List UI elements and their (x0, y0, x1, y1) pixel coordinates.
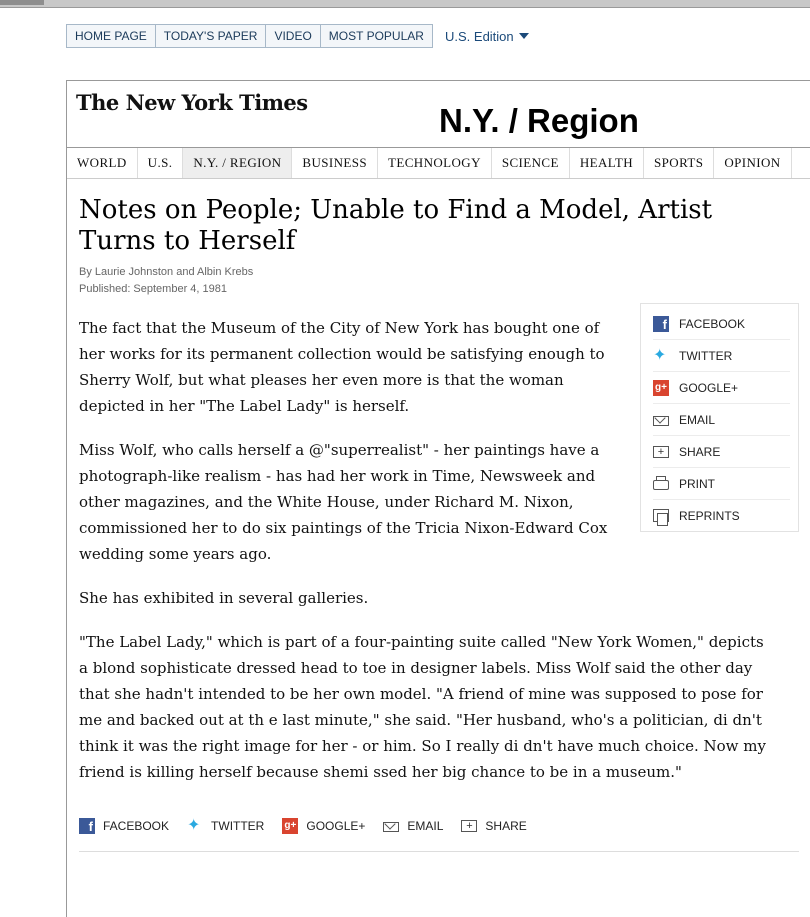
section-tab-opinion[interactable]: OPINION (714, 148, 791, 178)
article-published-date: Published: September 4, 1981 (79, 283, 227, 295)
paragraph-line: Miss Wolf, who calls herself a @"superrealist" - her paintings have a (79, 441, 600, 459)
paragraph-line: a blond sophisticate dressed head to toe in designer labels. Miss Wolf said the other day (79, 659, 753, 677)
share-label: FACEBOOK (103, 819, 170, 833)
share-tools-sidebar (640, 303, 799, 532)
paragraph-line: commissioned her to do six paintings of the Tricia Nixon-Edward Cox (79, 519, 608, 537)
nav-todays-paper[interactable]: TODAY'S PAPER (155, 24, 266, 48)
facebook-icon: f (653, 316, 669, 332)
paragraph-line: wedding some years ago. (79, 545, 272, 563)
article-paragraph (79, 437, 607, 567)
chevron-down-icon (519, 33, 529, 39)
email-icon (653, 416, 669, 426)
share-email[interactable] (383, 819, 443, 833)
nav-most-popular[interactable]: MOST POPULAR (320, 24, 433, 48)
nav-home-page[interactable]: HOME PAGE (66, 24, 155, 48)
article-paragraph (79, 629, 766, 785)
share-more[interactable] (653, 436, 790, 468)
twitter-icon: ✦ (187, 817, 201, 834)
share-label: TWITTER (211, 819, 265, 833)
google-plus-icon: g+ (282, 818, 298, 834)
share-twitter[interactable] (653, 340, 790, 372)
paragraph-line: photograph-like realism - has had her work in Time, Newsweek and (79, 467, 596, 485)
share-more[interactable] (461, 819, 526, 833)
paragraph-line: other magazines, and the White House, under Richard M. Nixon, (79, 493, 574, 511)
section-tab-ny-region[interactable]: N.Y. / REGION (183, 148, 292, 178)
share-label: FACEBOOK (679, 316, 746, 331)
share-print[interactable] (653, 468, 790, 500)
article-byline: By Laurie Johnston and Albin Krebs (79, 266, 254, 278)
google-plus-icon: g+ (653, 380, 669, 396)
browser-tab[interactable] (0, 0, 44, 5)
share-tools-bottom (79, 818, 545, 834)
share-label: SHARE (679, 444, 721, 459)
article-headline: Notes on People; Unable to Find a Model, Artist Turns to Herself (79, 195, 713, 256)
section-tab-sports[interactable]: SPORTS (644, 148, 714, 178)
paragraph-line: me and backed out at th e last minute," she said. "Her husband, who's a politician, di dn't (79, 711, 762, 729)
paragraph-line: Sherry Wolf, but what pleases her even more is that the woman (79, 371, 564, 389)
section-tab-science[interactable]: SCIENCE (492, 148, 570, 178)
twitter-icon: ✦ (653, 346, 667, 364)
section-title: N.Y. / Region (439, 102, 639, 139)
paragraph-line: The fact that the Museum of the City of New York has bought one of (79, 319, 600, 337)
share-label: REPRINTS (679, 508, 740, 523)
share-plus-icon: + (461, 820, 477, 832)
section-tab-world[interactable]: WORLD (67, 148, 138, 178)
share-plus-icon: + (653, 446, 669, 458)
share-label: PRINT (679, 476, 715, 491)
facebook-icon: f (79, 818, 95, 834)
paragraph-line: that she hadn't intended to be her own model. "A friend of mine was supposed to pose for (79, 685, 763, 703)
share-google-plus[interactable] (653, 372, 790, 404)
edition-selector[interactable] (445, 29, 529, 44)
nyt-logo[interactable]: The New York Times (76, 90, 308, 115)
share-label: EMAIL (679, 412, 716, 427)
paragraph-line: her works for its permanent collection would be satisfying enough to (79, 345, 605, 363)
section-tab-business[interactable]: BUSINESS (292, 148, 378, 178)
share-facebook[interactable] (79, 818, 169, 834)
share-twitter[interactable] (187, 818, 264, 834)
paragraph-line: She has exhibited in several galleries. (79, 589, 369, 607)
top-navigation (66, 24, 433, 48)
section-tab-us[interactable]: U.S. (138, 148, 184, 178)
paragraph-line: friend is killing herself because shemi ssed her big chance to be in a museum." (79, 763, 682, 781)
share-label: GOOGLE+ (306, 819, 366, 833)
browser-chrome-strip (0, 0, 810, 8)
share-label: TWITTER (679, 348, 733, 363)
paragraph-line: "The Label Lady," which is part of a four-painting suite called "New York Women," depicts (79, 633, 764, 651)
section-navigation (67, 147, 810, 179)
article-paragraph (79, 315, 605, 419)
share-reprints[interactable] (653, 500, 790, 531)
share-label: SHARE (485, 819, 527, 833)
share-label: EMAIL (407, 819, 444, 833)
section-tab-health[interactable]: HEALTH (570, 148, 644, 178)
printer-icon (653, 480, 669, 490)
email-icon (383, 822, 399, 832)
paragraph-line: think it was the right image for her - or him. So I really di dn't have much choice. Now my (79, 737, 766, 755)
nav-video[interactable]: VIDEO (265, 24, 319, 48)
section-tab-technology[interactable]: TECHNOLOGY (378, 148, 492, 178)
edition-label: U.S. Edition (445, 29, 514, 44)
paragraph-line: depicted in her "The Label Lady" is herself. (79, 397, 410, 415)
share-label: GOOGLE+ (679, 380, 739, 395)
share-facebook[interactable] (653, 308, 790, 340)
divider (79, 851, 799, 852)
share-email[interactable] (653, 404, 790, 436)
reprints-icon (653, 509, 669, 522)
share-google-plus[interactable] (282, 818, 365, 834)
article-paragraph (79, 585, 368, 611)
